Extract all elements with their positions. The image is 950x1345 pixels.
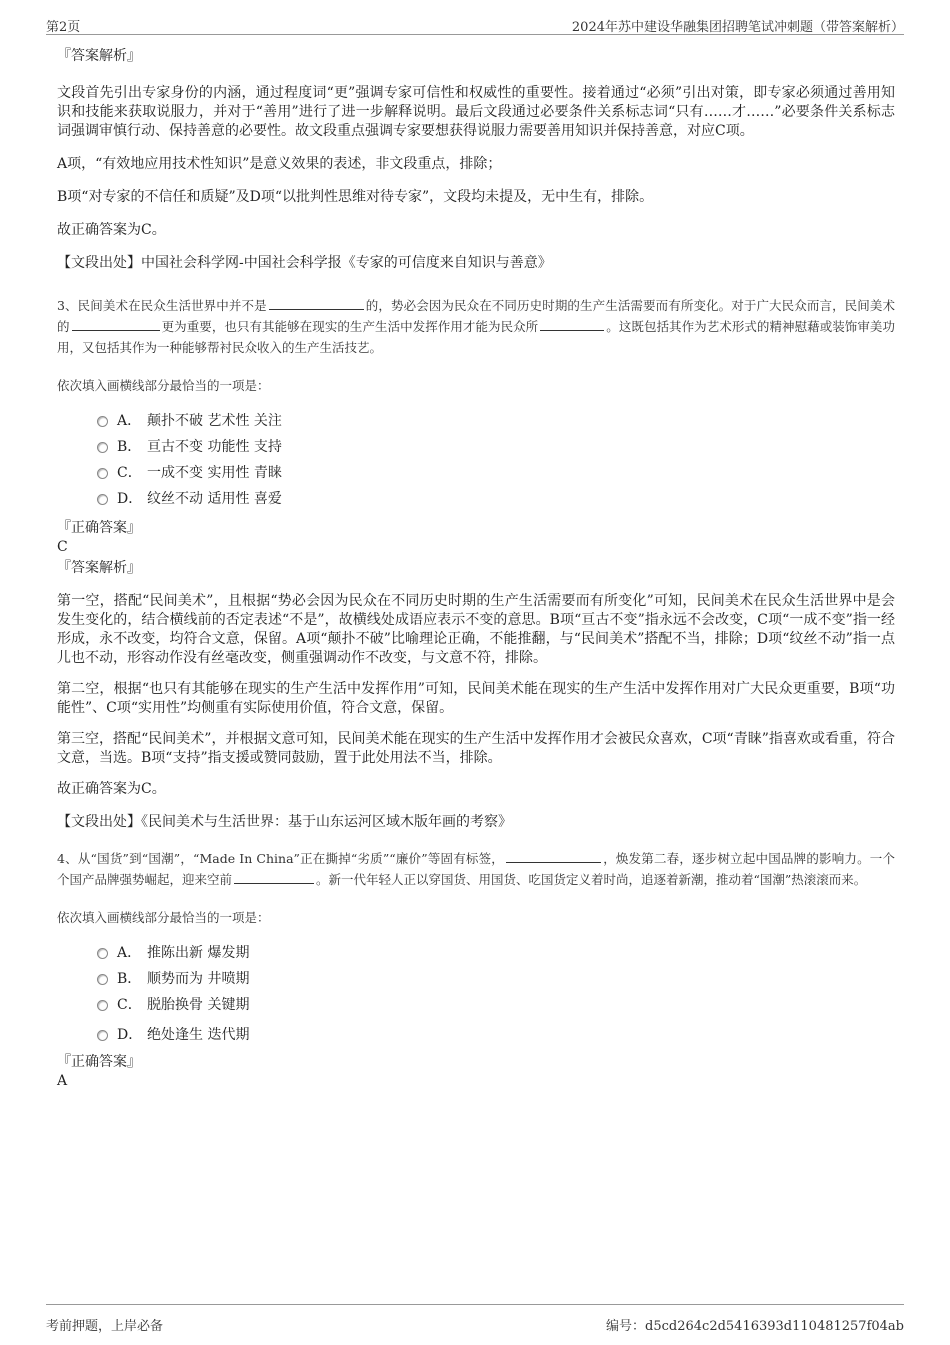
analysis-tag: 『答案解析』 (57, 48, 141, 64)
document-title: 2024年苏中建设华融集团招聘笔试冲刺题（带答案解析） (571, 20, 904, 35)
document-code: 编号：d5cd264c2d5416393d110481257f04ab (606, 1319, 904, 1334)
page-content (57, 42, 895, 1090)
answer-blank (540, 318, 604, 331)
analysis-paragraph: 故正确答案为C。 (57, 222, 166, 238)
page-number: 第2页 (46, 20, 81, 35)
radio-icon[interactable] (97, 1030, 108, 1041)
analysis-paragraph: 第一空，搭配“民间美术”，且根据“势必会因为民众在不同历史时期的生产生活需要而有所变化”可知，民间美术在民众生活世界中是会发生变化的，结合横线前的否定表述“不是”，故横线处成语应表示不变的意思。B项“亘古不变”指永远不会改变，C项“一成不变”指一经形成，永不改变，均符合文意，保留。A项“颠扑不破”比喻理论正确，不能推翻，与“民间美术”搭配不当，排除；D项“纹丝不动”指一点儿也不动，形容动作没有丝毫改变，侧重强调动作不改变，与文意不符，排除。 (57, 593, 895, 666)
radio-icon[interactable] (97, 1000, 108, 1011)
question-3-stem: 3、民间美术在民众生活世界中并不是 的，势必会因为民众在不同历史时期的生产生活需要而有所变化。对于广大民众而言，民间美术的 更为重要，也只有其能够在现实的生产生活中发挥作用才能为民众所 。这既包括其作为艺术形式的精神慰藉或装饰审美功用，又包括其作为一种能够帮衬民众收入的生产生活技艺。 (57, 298, 895, 355)
analysis-tag: 『答案解析』 (57, 560, 141, 576)
analysis-paragraph: 故正确答案为C。 (57, 781, 166, 797)
option-b[interactable]: B． 顺势而为 井喷期 (97, 966, 895, 992)
radio-icon[interactable] (97, 442, 108, 453)
option-c[interactable]: C． 脱胎换骨 关键期 (97, 992, 895, 1018)
correct-answer: A (57, 1073, 68, 1089)
analysis-paragraph: 第二空，根据“也只有其能够在现实的生产生活中发挥作用”可知，民间美术能在现实的生产生活中发挥作用对广大民众更重要，B项“功能性”、C项“实用性”均侧重有实际使用价值，符合文意，保留。 (57, 681, 895, 716)
question-3-prompt: 依次填入画横线部分最恰当的一项是： (57, 378, 270, 393)
question-3-options (57, 408, 895, 512)
page-footer (46, 1304, 904, 1341)
answer-blank (269, 297, 364, 310)
option-d[interactable]: D． 纹丝不动 适用性 喜爱 (97, 486, 895, 512)
radio-icon[interactable] (97, 416, 108, 427)
option-c[interactable]: C． 一成不变 实用性 青睐 (97, 460, 895, 486)
radio-icon[interactable] (97, 974, 108, 985)
correct-answer-tag: 『正确答案』 (57, 1054, 141, 1070)
question-4-stem: 4、从“国货”到“国潮”，“Made In China”正在撕掉“劣质”“廉价”等固有标签， ，焕发第二春，逐步树立起中国品牌的影响力。一个个国产品牌强势崛起，迎来空前 。新一代年轻人正以穿国货、用国货、吃国货定义着时尚，追逐着新潮，推动着“国潮”热滚滚而来。 (57, 851, 895, 887)
answer-blank (234, 871, 314, 884)
analysis-paragraph: 文段首先引出专家身份的内涵，通过程度词“更”强调专家可信性和权威性的重要性。接着通过“必须”引出对策，即专家必须通过善用知识和技能来获取说服力，并对于“善用”进行了进一步解释说明。最后文段通过必要条件关系标志词“只有……才……”必要条件关系标志词强调审慎行动、保持善意的必要性。故文段重点强调专家要想获得说服力需要善用知识并保持善意，对应C项。 (57, 85, 895, 139)
source-citation: 【文段出处】中国社会科学网-中国社会科学报《专家的可信度来自知识与善意》 (57, 255, 552, 271)
analysis-paragraph: A项，“有效地应用技术性知识”是意义效果的表述，非文段重点，排除； (57, 156, 502, 172)
correct-answer: C (57, 539, 68, 555)
footer-slogan: 考前押题，上岸必备 (46, 1319, 164, 1334)
question-4-options (57, 940, 895, 1048)
analysis-paragraph: 第三空，搭配“民间美术”，并根据文意可知，民间美术能在现实的生产生活中发挥作用才会被民众喜欢，C项“青睐”指喜欢或看重，符合文意，当选。B项“支持”指支援或赞同鼓励，置于此处用法不当，排除。 (57, 731, 895, 766)
option-b[interactable]: B． 亘古不变 功能性 支持 (97, 434, 895, 460)
radio-icon[interactable] (97, 494, 108, 505)
option-a[interactable]: A． 推陈出新 爆发期 (97, 940, 895, 966)
question-4-prompt: 依次填入画横线部分最恰当的一项是： (57, 910, 270, 925)
correct-answer-tag: 『正确答案』 (57, 520, 141, 536)
analysis-paragraph: B项“对专家的不信任和质疑”及D项“以批判性思维对待专家”，文段均未提及，无中生有，排除。 (57, 189, 654, 205)
answer-blank (72, 318, 160, 331)
page-header (46, 10, 904, 35)
answer-blank (506, 850, 601, 863)
option-a[interactable]: A． 颠扑不破 艺术性 关注 (97, 408, 895, 434)
source-citation: 【文段出处】《民间美术与生活世界：基于山东运河区域木版年画的考察》 (57, 814, 512, 830)
radio-icon[interactable] (97, 468, 108, 479)
option-d[interactable]: D． 绝处逢生 迭代期 (97, 1022, 895, 1048)
radio-icon[interactable] (97, 948, 108, 959)
